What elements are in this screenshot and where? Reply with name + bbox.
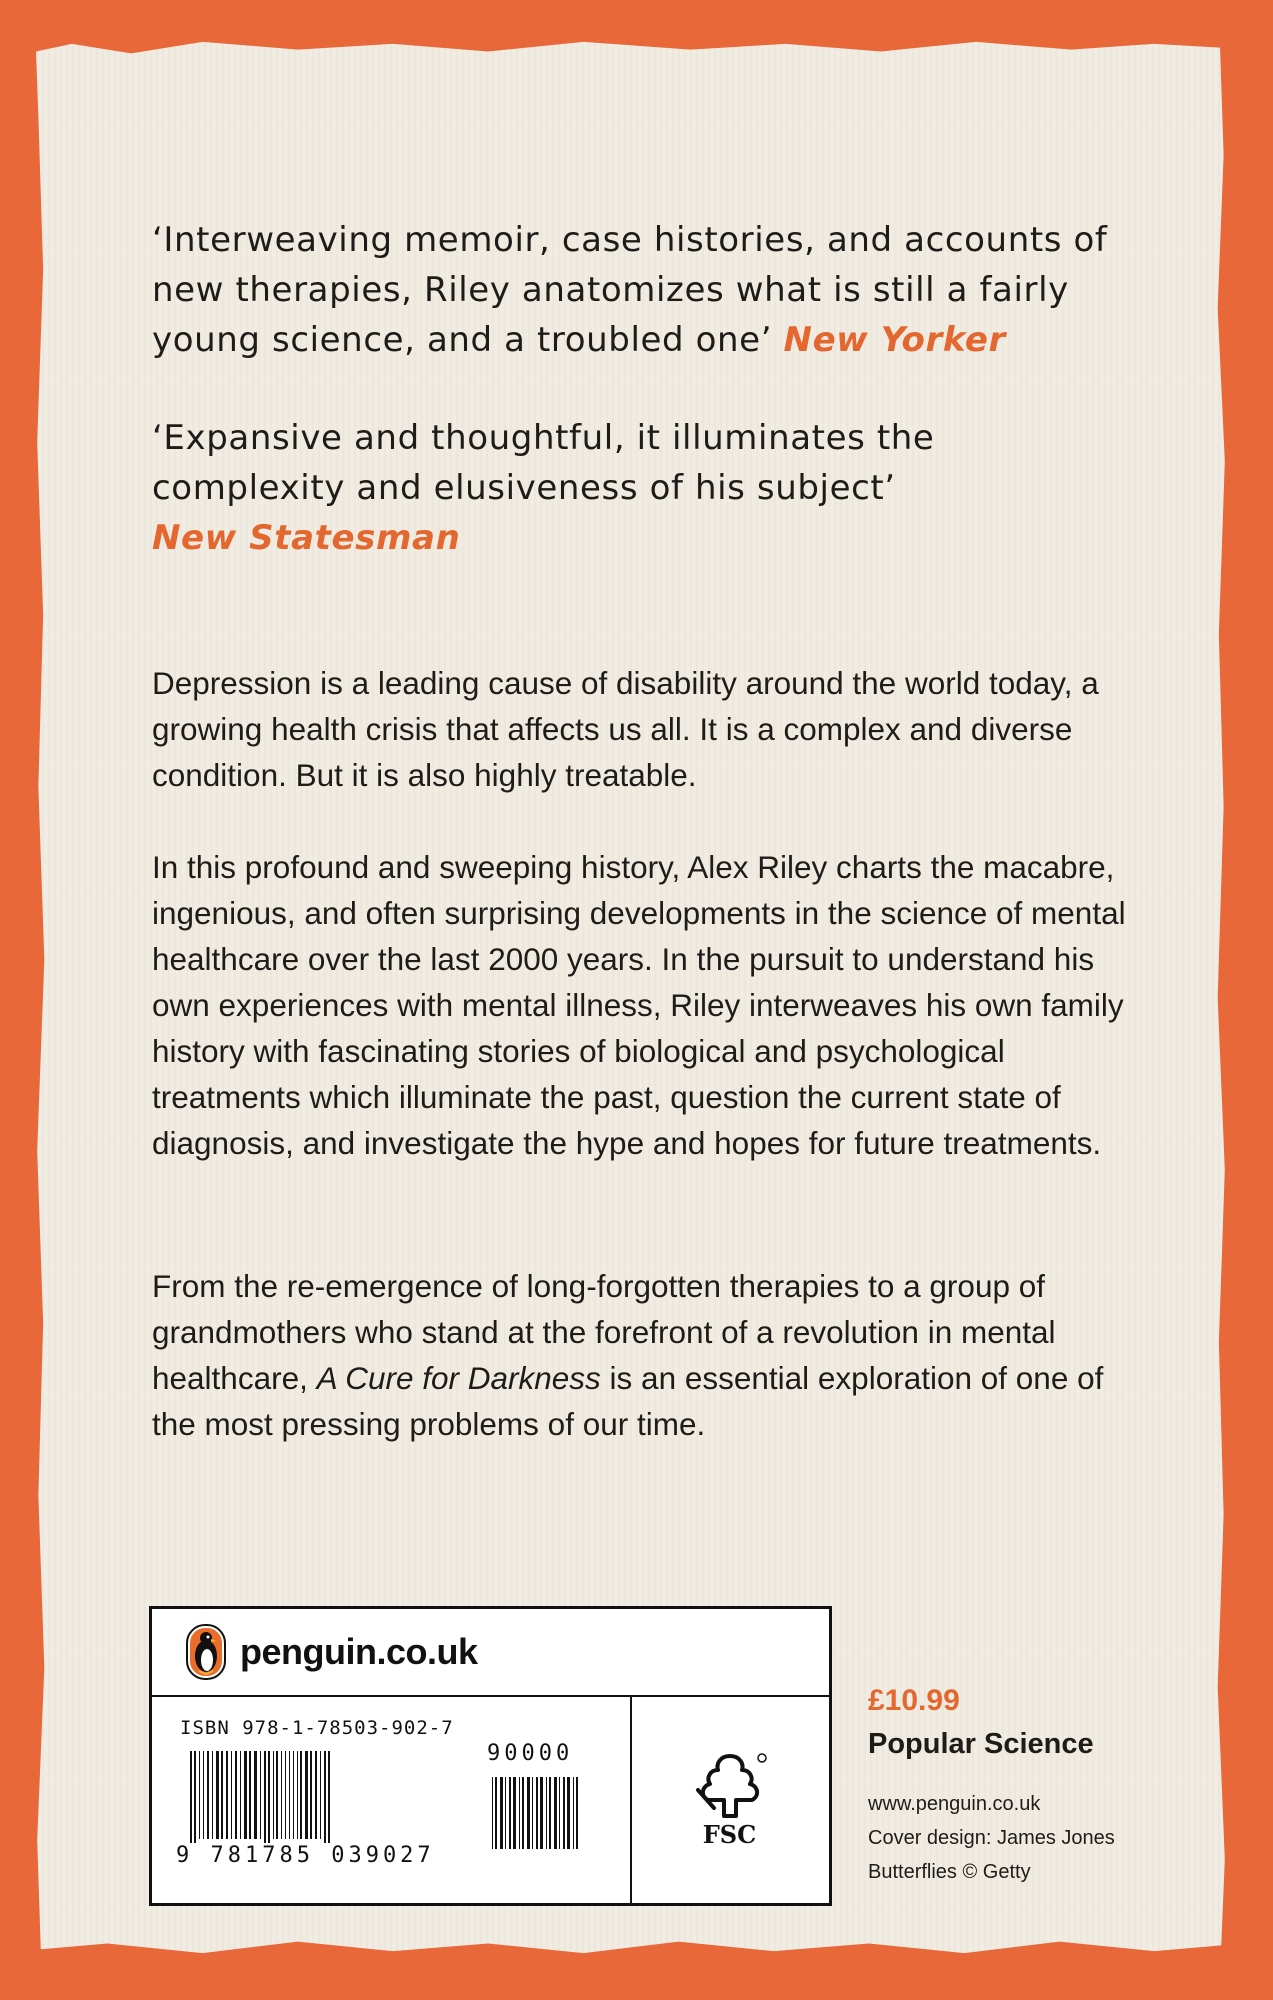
barcode-bar xyxy=(300,1751,302,1839)
addon-bar xyxy=(495,1777,497,1849)
barcode-bar xyxy=(328,1751,330,1847)
fsc-tree-icon xyxy=(690,1750,770,1824)
barcode-bar xyxy=(305,1751,308,1839)
barcode-bar xyxy=(285,1751,286,1839)
image-credit: Butterflies © Getty xyxy=(868,1861,1031,1883)
barcode-bar xyxy=(235,1751,237,1839)
addon-bar xyxy=(546,1777,547,1849)
quote-source: New Statesman xyxy=(152,518,461,558)
barcode-bar xyxy=(310,1751,312,1839)
website-url: www.penguin.co.uk xyxy=(868,1793,1041,1815)
addon-bar xyxy=(527,1777,530,1849)
addon-bar xyxy=(540,1777,543,1849)
blurb-paragraph-1: Depression is a leading cause of disability around the world today, a growing health crisis that affects us all. It is a complex and diverse condition. But it is also highly treatable. xyxy=(152,665,1099,793)
blurb-text: From the re-emergence of long-forgotten therapies to a group of grandmothers who stand at the forefront of a revolution in mental healthcare, xyxy=(152,1268,1056,1396)
quote-text: ‘Interweaving memoir, case histories, and accounts of new therapies, Riley anatomizes what is still a fairly young science, and a troubled one’ xyxy=(152,220,1108,360)
addon-bar xyxy=(509,1777,511,1849)
barcode-bar xyxy=(199,1751,200,1839)
publisher-site: penguin.co.uk xyxy=(240,1631,478,1672)
blurb-text: is an essential exploration of one of the most pressing problems of our time. xyxy=(152,1360,1104,1442)
addon-bar xyxy=(519,1777,520,1849)
barcode-bar xyxy=(254,1751,257,1839)
barcode-bar xyxy=(221,1751,223,1839)
addon-bar xyxy=(567,1777,570,1849)
addon-bar xyxy=(563,1777,565,1849)
price-code: 90000 xyxy=(487,1741,574,1766)
barcode-bar xyxy=(260,1751,261,1839)
barcode-bar xyxy=(207,1751,209,1839)
isbn-label: ISBN 978-1-78503-902-7 xyxy=(180,1717,454,1739)
barcode-bar xyxy=(226,1751,228,1839)
barcode-bar xyxy=(264,1751,266,1847)
addon-bar xyxy=(549,1777,551,1849)
barcode-bar xyxy=(244,1751,247,1839)
quote-source: New Yorker xyxy=(783,320,1006,360)
review-quote-1 xyxy=(152,215,1132,365)
barcode-bar xyxy=(194,1751,196,1847)
barcode-bar xyxy=(216,1751,219,1839)
barcode-bar xyxy=(276,1751,278,1839)
addon-bar xyxy=(532,1777,533,1849)
fsc-label: FSC xyxy=(702,1819,757,1849)
barcode-bar xyxy=(212,1751,213,1839)
barcode-bar xyxy=(289,1751,290,1839)
category: Popular Science xyxy=(868,1728,1094,1760)
barcode-bar xyxy=(273,1751,274,1839)
barcode-digits: 9 781785 039027 xyxy=(176,1843,435,1868)
penguin-logo-icon xyxy=(186,1624,226,1680)
barcode-bar xyxy=(240,1751,241,1839)
barcode-bars xyxy=(182,1751,592,1851)
price: £10.99 xyxy=(868,1684,960,1717)
barcode-bar xyxy=(324,1751,326,1847)
cover-design-credit: Cover design: James Jones xyxy=(868,1827,1115,1849)
barcode-bar xyxy=(249,1751,251,1839)
barcode-bar xyxy=(281,1751,282,1839)
barcode-bar xyxy=(315,1751,317,1839)
blurb-paragraph-2: In this profound and sweeping history, Alex Riley charts the macabre, ingenious, and often surprising developments in the science of mental healthcare over the last 2000 years. In the pursuit to understand his own experiences with mental illness, Riley interweaves his own family history with fascinating stories of biological and psychological treatments which illuminate the past, question the current state of diagnosis, and investigate the hype and hopes for future treatments. xyxy=(152,849,1126,1161)
addon-bar xyxy=(554,1777,557,1849)
addon-bar xyxy=(576,1777,578,1849)
barcode-bar xyxy=(231,1751,232,1839)
publisher-strip xyxy=(152,1609,829,1697)
addon-bar xyxy=(500,1777,503,1849)
barcode-box xyxy=(149,1606,832,1906)
addon-bar xyxy=(505,1777,506,1849)
addon-bar xyxy=(513,1777,516,1849)
barcode-bar xyxy=(293,1751,294,1839)
barcode-bar xyxy=(190,1751,192,1847)
barcode-bar xyxy=(297,1751,298,1839)
barcode-bar xyxy=(203,1751,204,1839)
blurb-paragraph-3 xyxy=(152,1263,1142,1447)
addon-bar xyxy=(536,1777,538,1849)
addon-bar xyxy=(559,1777,560,1849)
addon-bar xyxy=(492,1777,493,1849)
barcode-area xyxy=(152,1695,632,1903)
addon-bar xyxy=(522,1777,524,1849)
quote-text: ‘Expansive and thoughtful, it illuminates the complexity and elusiveness of his subject’ xyxy=(152,418,935,508)
fsc-mark xyxy=(630,1695,829,1903)
addon-bar xyxy=(573,1777,574,1849)
barcode-bar xyxy=(320,1751,321,1839)
price-info xyxy=(868,1684,1208,1889)
review-quote-2 xyxy=(152,413,1132,563)
barcode-bar xyxy=(268,1751,270,1847)
book-title: A Cure for Darkness xyxy=(316,1360,601,1396)
